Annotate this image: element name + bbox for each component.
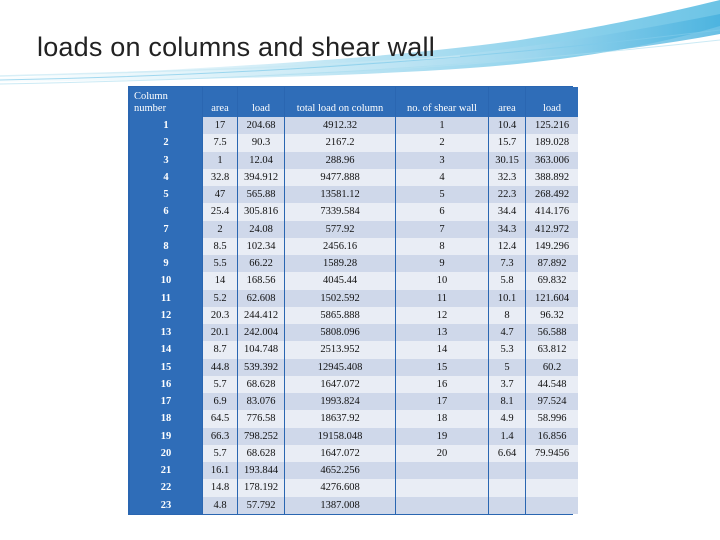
cell-wall-load: 44.548 [526,376,578,393]
table-row [130,410,578,427]
cell-wall-area: 6.64 [489,445,525,462]
cell-total-load: 1502.592 [285,290,395,307]
cell-load: 244.412 [238,307,284,324]
table-row [130,221,578,238]
cell-shear-wall-no: 8 [396,238,488,255]
table-row [130,169,578,186]
cell-load: 68.628 [238,445,284,462]
cell-wall-load: 268.492 [526,186,578,203]
cell-load: 565.88 [238,186,284,203]
cell-shear-wall-no: 5 [396,186,488,203]
cell-column-number: 2 [130,134,202,151]
cell-wall-load: 60.2 [526,359,578,376]
cell-total-load: 13581.12 [285,186,395,203]
header-column-number: Column number [130,87,202,117]
cell-wall-area: 32.3 [489,169,525,186]
table-row [130,393,578,410]
cell-load: 104.748 [238,341,284,358]
cell-wall-area: 4.7 [489,324,525,341]
cell-column-number: 21 [130,462,202,479]
table-row [130,497,578,515]
loads-table-container [128,86,573,515]
cell-load: 24.08 [238,221,284,238]
cell-column-number: 6 [130,203,202,220]
cell-wall-area: 15.7 [489,134,525,151]
table-row [130,238,578,255]
cell-wall-load: 16.856 [526,428,578,445]
cell-total-load: 5808.096 [285,324,395,341]
cell-column-number: 4 [130,169,202,186]
cell-shear-wall-no [396,462,488,479]
cell-load: 242.004 [238,324,284,341]
cell-column-number: 23 [130,497,202,515]
cell-area: 32.8 [203,169,237,186]
cell-column-number: 12 [130,307,202,324]
cell-load: 68.628 [238,376,284,393]
table-row [130,255,578,272]
header-load: load [238,87,284,117]
cell-shear-wall-no: 13 [396,324,488,341]
cell-area: 66.3 [203,428,237,445]
cell-column-number: 9 [130,255,202,272]
cell-load: 168.56 [238,272,284,289]
cell-wall-load: 63.812 [526,341,578,358]
cell-area: 1 [203,152,237,169]
cell-shear-wall-no: 14 [396,341,488,358]
cell-area: 47 [203,186,237,203]
cell-wall-area: 8 [489,307,525,324]
cell-column-number: 18 [130,410,202,427]
table-row [130,134,578,151]
cell-total-load: 1993.824 [285,393,395,410]
cell-total-load: 1647.072 [285,376,395,393]
cell-shear-wall-no: 18 [396,410,488,427]
cell-wall-area: 8.1 [489,393,525,410]
cell-wall-load: 414.176 [526,203,578,220]
cell-area: 44.8 [203,359,237,376]
cell-column-number: 15 [130,359,202,376]
cell-area: 4.8 [203,497,237,515]
cell-shear-wall-no: 1 [396,117,488,134]
cell-wall-area [489,462,525,479]
cell-load: 204.68 [238,117,284,134]
cell-shear-wall-no: 17 [396,393,488,410]
cell-area: 64.5 [203,410,237,427]
cell-load: 539.392 [238,359,284,376]
cell-column-number: 11 [130,290,202,307]
table-row [130,324,578,341]
cell-load: 62.608 [238,290,284,307]
cell-area: 8.5 [203,238,237,255]
cell-area: 2 [203,221,237,238]
cell-area: 20.1 [203,324,237,341]
cell-wall-area: 10.1 [489,290,525,307]
cell-area: 7.5 [203,134,237,151]
table-row [130,479,578,496]
cell-wall-load: 149.296 [526,238,578,255]
cell-column-number: 8 [130,238,202,255]
cell-wall-load: 363.006 [526,152,578,169]
table-row [130,203,578,220]
table-row [130,462,578,479]
cell-shear-wall-no: 10 [396,272,488,289]
cell-wall-area: 4.9 [489,410,525,427]
table-row [130,359,578,376]
cell-shear-wall-no: 9 [396,255,488,272]
cell-load: 178.192 [238,479,284,496]
cell-total-load: 288.96 [285,152,395,169]
cell-wall-area: 34.3 [489,221,525,238]
cell-shear-wall-no: 19 [396,428,488,445]
cell-total-load: 7339.584 [285,203,395,220]
cell-total-load: 19158.048 [285,428,395,445]
cell-area: 14 [203,272,237,289]
cell-total-load: 1647.072 [285,445,395,462]
cell-wall-load: 58.996 [526,410,578,427]
cell-wall-load: 79.9456 [526,445,578,462]
cell-column-number: 14 [130,341,202,358]
cell-wall-load: 56.588 [526,324,578,341]
cell-shear-wall-no: 15 [396,359,488,376]
cell-wall-area: 5.3 [489,341,525,358]
cell-shear-wall-no: 12 [396,307,488,324]
cell-total-load: 4045.44 [285,272,395,289]
cell-area: 5.5 [203,255,237,272]
table-row [130,272,578,289]
cell-shear-wall-no: 2 [396,134,488,151]
table-row [130,152,578,169]
cell-wall-load: 388.892 [526,169,578,186]
cell-wall-area: 3.7 [489,376,525,393]
cell-load: 193.844 [238,462,284,479]
cell-total-load: 12945.408 [285,359,395,376]
cell-area: 5.7 [203,376,237,393]
cell-load: 66.22 [238,255,284,272]
cell-load: 798.252 [238,428,284,445]
header-row [130,87,578,117]
cell-wall-area: 22.3 [489,186,525,203]
cell-column-number: 5 [130,186,202,203]
cell-area: 14.8 [203,479,237,496]
cell-total-load: 5865.888 [285,307,395,324]
cell-total-load: 9477.888 [285,169,395,186]
cell-shear-wall-no: 3 [396,152,488,169]
cell-shear-wall-no: 20 [396,445,488,462]
table-row [130,341,578,358]
cell-load: 90.3 [238,134,284,151]
cell-wall-area: 10.4 [489,117,525,134]
cell-load: 12.04 [238,152,284,169]
cell-area: 20.3 [203,307,237,324]
cell-total-load: 4652.256 [285,462,395,479]
cell-wall-load: 189.028 [526,134,578,151]
slide-title: loads on columns and shear wall [37,32,435,62]
cell-load: 57.792 [238,497,284,515]
cell-column-number: 20 [130,445,202,462]
cell-shear-wall-no [396,497,488,515]
cell-wall-load: 412.972 [526,221,578,238]
cell-column-number: 10 [130,272,202,289]
cell-total-load: 4912.32 [285,117,395,134]
table-row [130,376,578,393]
cell-shear-wall-no: 7 [396,221,488,238]
table-row [130,186,578,203]
cell-area: 16.1 [203,462,237,479]
cell-column-number: 17 [130,393,202,410]
cell-area: 5.2 [203,290,237,307]
cell-column-number: 19 [130,428,202,445]
header-wall-area: area [489,87,525,117]
cell-column-number: 16 [130,376,202,393]
cell-total-load: 4276.608 [285,479,395,496]
cell-wall-area [489,479,525,496]
cell-total-load: 1387.008 [285,497,395,515]
cell-load: 394.912 [238,169,284,186]
cell-shear-wall-no: 6 [396,203,488,220]
cell-column-number: 13 [130,324,202,341]
cell-total-load: 1589.28 [285,255,395,272]
cell-wall-area: 5.8 [489,272,525,289]
header-area: area [203,87,237,117]
cell-load: 305.816 [238,203,284,220]
cell-wall-load: 96.32 [526,307,578,324]
cell-wall-load [526,497,578,515]
cell-load: 83.076 [238,393,284,410]
cell-wall-load: 121.604 [526,290,578,307]
cell-total-load: 2456.16 [285,238,395,255]
cell-load: 102.34 [238,238,284,255]
table-row [130,445,578,462]
cell-column-number: 1 [130,117,202,134]
cell-column-number: 22 [130,479,202,496]
table-row [130,117,578,134]
cell-wall-area: 1.4 [489,428,525,445]
cell-column-number: 3 [130,152,202,169]
cell-total-load: 2167.2 [285,134,395,151]
cell-area: 25.4 [203,203,237,220]
header-shear-wall-no: no. of shear wall [396,87,488,117]
cell-wall-area [489,497,525,515]
cell-total-load: 18637.92 [285,410,395,427]
cell-area: 17 [203,117,237,134]
header-wall-load: load [526,87,578,117]
cell-area: 6.9 [203,393,237,410]
cell-load: 776.58 [238,410,284,427]
cell-wall-area: 5 [489,359,525,376]
cell-area: 8.7 [203,341,237,358]
cell-wall-area: 30.15 [489,152,525,169]
cell-wall-load: 125.216 [526,117,578,134]
cell-column-number: 7 [130,221,202,238]
loads-table [129,87,579,514]
cell-wall-load [526,462,578,479]
cell-wall-area: 7.3 [489,255,525,272]
cell-wall-load: 69.832 [526,272,578,289]
table-row [130,290,578,307]
table-row [130,307,578,324]
cell-wall-area: 12.4 [489,238,525,255]
cell-wall-area: 34.4 [489,203,525,220]
header-total-load: total load on column [285,87,395,117]
cell-shear-wall-no [396,479,488,496]
cell-shear-wall-no: 16 [396,376,488,393]
cell-shear-wall-no: 11 [396,290,488,307]
cell-shear-wall-no: 4 [396,169,488,186]
cell-total-load: 2513.952 [285,341,395,358]
cell-wall-load [526,479,578,496]
cell-wall-load: 97.524 [526,393,578,410]
table-row [130,428,578,445]
cell-total-load: 577.92 [285,221,395,238]
cell-area: 5.7 [203,445,237,462]
cell-wall-load: 87.892 [526,255,578,272]
